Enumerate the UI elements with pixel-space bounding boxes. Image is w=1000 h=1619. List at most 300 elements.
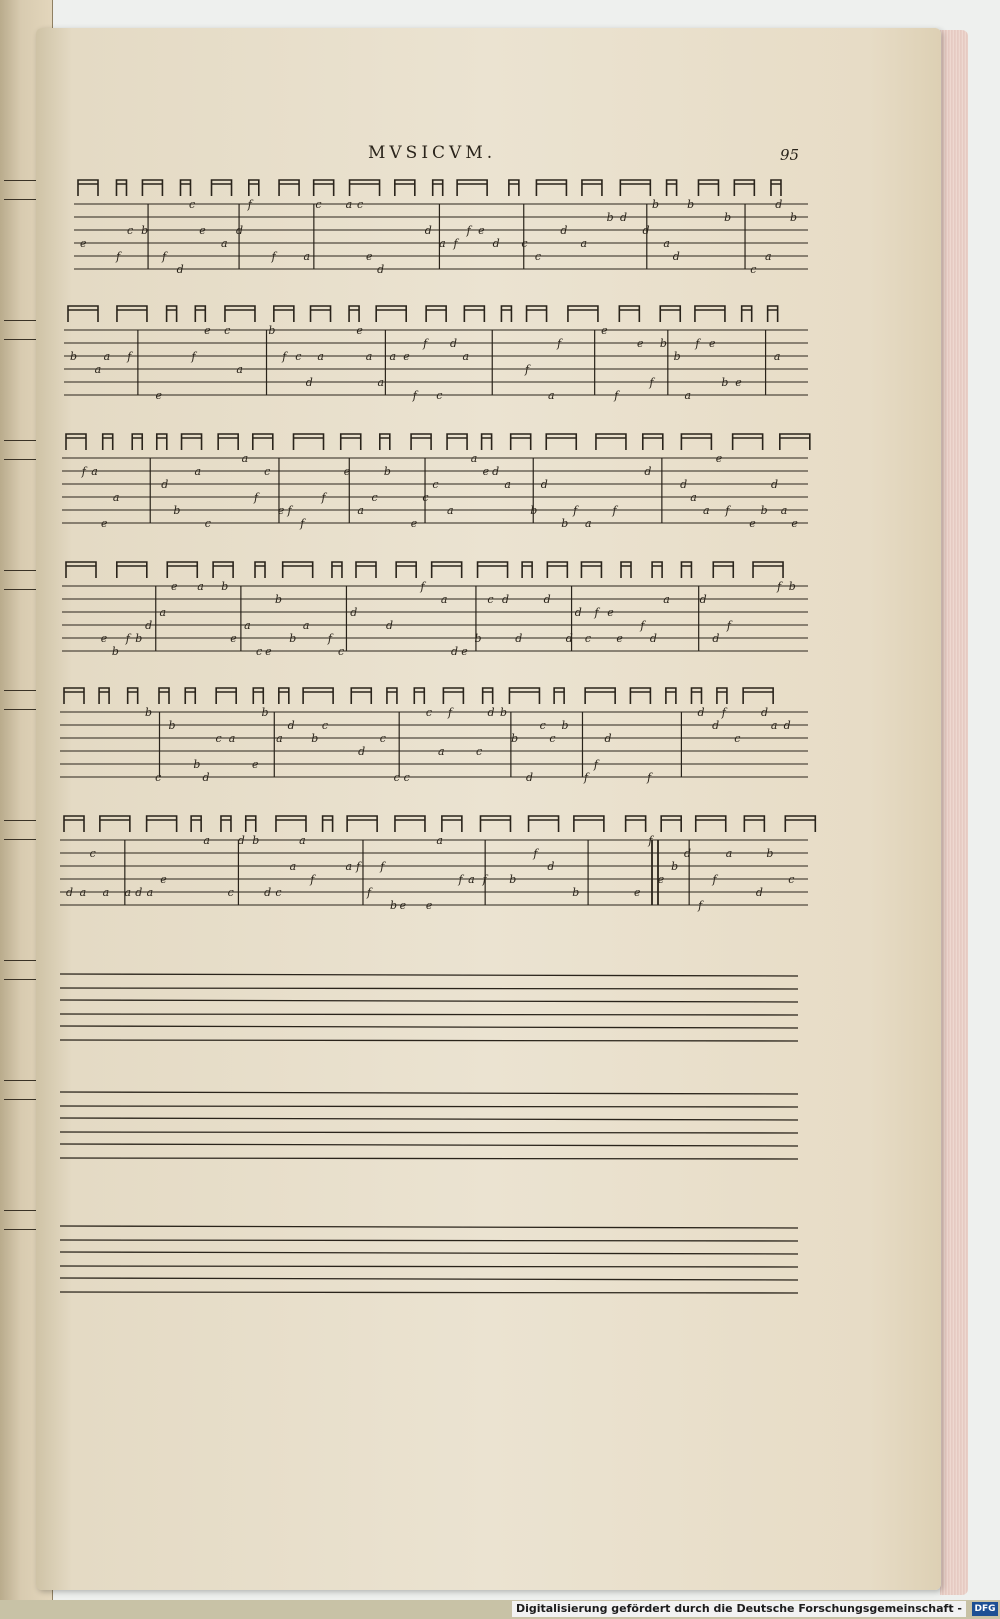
tab-glyph: c [750,263,757,276]
tab-glyph: a [102,886,110,899]
tab-glyph: f [698,899,703,912]
staff-line [60,1118,798,1120]
tab-glyph: a [146,886,154,899]
tab-glyph: f [725,504,730,517]
tab-glyph: f [726,619,731,632]
tab-glyph: e [366,250,373,263]
tab-glyph: a [203,834,210,847]
rhythm-flag [387,688,397,704]
tab-glyph: f [254,491,259,504]
tab-glyph: c [476,745,483,758]
tab-glyph: f [524,363,530,376]
tab-glyph: b [252,834,260,847]
rhythm-flag [64,688,84,704]
tab-glyph: f [647,771,652,784]
tab-glyph: f [310,873,315,886]
tab-glyph: a [377,376,385,389]
rhythm-flag [274,306,294,322]
tab-glyph: b [221,580,229,593]
tab-glyph: b [790,211,798,224]
tab-glyph: f [458,873,463,886]
tab-glyph: b [383,465,391,478]
tab-glyph: a [94,363,102,376]
tab-glyph: a [547,389,555,402]
tab-glyph: f [466,224,471,237]
tab-glyph: e [637,337,644,350]
tab-glyph: c [127,224,134,237]
rhythm-flag [771,180,781,196]
tab-glyph: c [549,732,556,745]
tab-glyph: b [390,899,398,912]
tab-glyph: a [345,860,353,873]
rhythm-flag [283,562,313,578]
tab-glyph: b [144,706,152,719]
tablature-system [62,562,808,658]
rhythm-flag [255,562,265,578]
tab-glyph: e [425,899,433,912]
tab-glyph: b [511,732,519,745]
tab-glyph: c [521,237,528,250]
tab-glyph: f [287,504,292,517]
tab-glyph: a [436,834,443,847]
tab-glyph: a [584,517,592,530]
tab-glyph: a [764,250,772,263]
rhythm-flag [713,562,733,578]
tab-glyph: a [437,745,445,758]
tab-glyph: f [593,758,598,771]
rhythm-flag [509,688,539,704]
tab-glyph: c [425,706,433,719]
tab-glyph: a [221,237,228,250]
rhythm-flag [447,434,467,450]
rhythm-flag [99,688,109,704]
rhythm-flag [279,688,289,704]
rhythm-flag [691,688,701,704]
tab-glyph: c [379,732,386,745]
tab-glyph: d [449,337,457,350]
tab-glyph: a [302,619,310,632]
tab-glyph: d [680,478,688,491]
tab-glyph: a [770,719,778,732]
rhythm-flag [619,306,639,322]
tab-glyph: a [462,350,470,363]
tab-glyph: f [453,237,458,250]
staff-line [60,1106,798,1107]
tab-glyph: d [358,745,366,758]
tab-glyph: d [683,847,692,860]
tab-glyph: e [155,389,163,402]
rhythm-flag [717,688,727,704]
rhythm-flag [396,562,416,578]
tab-glyph: f [125,632,130,645]
tab-glyph: b [760,504,768,517]
tab-glyph: b [766,847,774,860]
tab-glyph: c [487,593,494,606]
tab-glyph: d [644,465,652,478]
empty-staff [60,1092,798,1159]
tab-glyph: e [478,224,485,237]
tab-glyph: f [81,465,86,478]
tab-glyph: d [543,593,551,606]
tab-glyph: d [760,706,769,719]
tab-glyph: f [573,504,578,517]
tab-glyph: f [695,337,700,350]
tab-glyph: b [724,211,732,224]
staff-line [60,988,798,989]
rhythm-flag [483,688,493,704]
tab-glyph: e [601,324,608,337]
rhythm-flag [195,306,205,322]
rhythm-flag [78,180,98,196]
rhythm-flag [698,180,718,196]
tab-glyph: f [721,706,726,719]
rhythm-flag [380,434,390,450]
staff-line [60,974,798,976]
tab-glyph: f [649,376,654,389]
tab-glyph: d [145,619,153,632]
tab-glyph: d [755,886,763,899]
tab-glyph: e [199,224,206,237]
tab-glyph: b [530,504,538,517]
rhythm-flag [581,562,601,578]
tab-glyph: c [264,465,271,478]
tab-glyph: d [526,771,534,784]
staff-line [60,1092,798,1094]
rhythm-flag [376,306,406,322]
rhythm-flag [464,306,484,322]
rhythm-flag [167,306,177,322]
tab-glyph: a [276,732,283,745]
tab-glyph: c [422,491,429,504]
tab-glyph: d [697,706,705,719]
rhythm-flag [667,180,677,196]
tab-glyph: f [648,834,653,847]
tab-glyph: e [265,645,272,658]
tab-glyph: e [170,580,178,593]
tab-glyph: c [189,198,196,211]
rhythm-flag [643,434,663,450]
tab-glyph: b [652,198,660,211]
rhythm-flag [347,816,377,832]
staff-line [60,1144,798,1146]
tab-glyph: d [565,632,573,645]
dfg-logo: DFG [972,1602,998,1616]
tab-glyph: b [561,719,569,732]
tab-glyph: d [547,860,555,873]
rhythm-flag [568,306,598,322]
rhythm-flag [509,180,519,196]
rhythm-flag [341,434,361,450]
rhythm-flag [117,306,147,322]
tab-glyph: b [509,873,517,886]
tab-glyph: d [202,771,210,784]
tab-glyph: f [321,491,326,504]
rhythm-flag [180,180,190,196]
tab-glyph: f [583,771,589,784]
rhythm-flag [246,816,256,832]
tab-glyph: e [749,517,756,530]
rhythm-flag [356,562,376,578]
tab-glyph: d [783,719,791,732]
tab-glyph: d [176,263,184,276]
tab-glyph: e [204,324,211,337]
tab-glyph: d [487,706,495,719]
tab-glyph: a [468,873,475,886]
tablature-system [74,180,808,276]
tab-glyph: a [241,452,249,465]
tab-glyph: d [770,478,778,491]
tab-glyph: a [663,237,670,250]
tab-glyph: c [215,732,222,745]
tab-glyph: a [780,504,788,517]
tab-glyph: c [275,886,282,899]
tab-glyph: a [91,465,98,478]
tab-glyph: f [612,504,617,517]
rhythm-flag [159,688,169,704]
rhythm-flag [744,816,764,832]
tab-glyph: c [155,771,162,784]
tab-glyph: b [141,224,149,237]
tab-glyph: a [684,389,692,402]
tab-glyph: d [540,478,548,491]
staff-line [60,1278,798,1280]
rhythm-flag [182,434,202,450]
rhythm-flag [117,562,147,578]
rhythm-flag [64,816,84,832]
tab-glyph: f [447,706,453,719]
rhythm-flag [626,816,646,832]
rhythm-flag [66,434,86,450]
tab-glyph: a [580,237,588,250]
tab-glyph: c [338,645,345,658]
tab-glyph: f [366,886,372,899]
tab-glyph: e [80,237,87,250]
rhythm-flag [311,306,331,322]
tab-glyph: e [791,517,798,530]
tab-glyph: c [393,771,400,784]
rhythm-flag [147,816,177,832]
rhythm-flag [743,688,773,704]
tab-glyph: d [604,732,612,745]
rhythm-flag [253,434,273,450]
rhythm-flag [753,562,783,578]
tab-glyph: d [305,376,313,389]
rhythm-flag [554,688,564,704]
tab-glyph: a [663,593,670,606]
rhythm-flag [303,688,333,704]
tab-glyph: d [515,632,523,645]
tab-glyph: f [327,632,332,645]
rhythm-flag [225,306,255,322]
rhythm-flag [332,562,342,578]
tab-glyph: e [634,886,641,899]
rhythm-flag [696,816,726,832]
staff-line [60,1252,798,1254]
tab-glyph: c [356,198,364,211]
rhythm-flag [414,688,424,704]
tab-glyph: c [89,847,96,860]
rhythm-flag [213,562,233,578]
rhythm-flag [103,434,113,450]
tab-glyph: a [103,350,111,363]
rhythm-flag [660,306,680,322]
tab-glyph: d [350,606,358,619]
tab-glyph: e [343,465,351,478]
tab-glyph: b [268,324,276,337]
tab-glyph: b [673,350,681,363]
rhythm-flag [157,434,167,450]
rhythm-flag [620,180,650,196]
tab-glyph: a [504,478,511,491]
tab-glyph: a [470,452,478,465]
tab-glyph: c [734,732,741,745]
tab-glyph: a [773,350,781,363]
tab-glyph: c [224,324,231,337]
tab-glyph: e [277,504,285,517]
tab-glyph: a [124,886,132,899]
tab-glyph: a [79,886,87,899]
tab-glyph: b [261,706,269,719]
tab-glyph: d [451,645,459,658]
tab-glyph: a [289,860,297,873]
rhythm-flag [480,816,510,832]
rhythm-flag [279,180,299,196]
tab-glyph: b [289,632,297,645]
tab-glyph: d [642,224,650,237]
rhythm-flag [350,180,380,196]
tab-glyph: f [356,860,361,873]
rhythm-flag [191,816,201,832]
rhythm-flag [395,816,425,832]
tab-glyph: b [70,350,78,363]
tab-glyph: c [321,719,329,732]
tab-glyph: e [403,350,410,363]
rhythm-flag [681,434,711,450]
staff-line [60,1026,798,1028]
rhythm-flag [501,306,511,322]
tab-glyph: d [385,619,393,632]
tab-glyph: c [204,517,211,530]
rhythm-flag [785,816,815,832]
staff-line [60,1292,798,1293]
staff-line [60,1158,798,1159]
staff-line [60,1266,798,1267]
tab-glyph: f [300,517,305,530]
empty-staff [60,1226,798,1293]
rhythm-flag [395,180,415,196]
rhythm-flag [596,434,626,450]
tab-glyph: a [197,580,204,593]
tab-glyph: a [725,847,733,860]
rhythm-flag [142,180,162,196]
tab-glyph: f [412,389,417,402]
rhythm-flag [349,306,359,322]
tab-glyph: b [788,580,796,593]
tab-glyph: f [380,860,385,873]
rhythm-flag [116,180,126,196]
tab-glyph: e [657,873,665,886]
rhythm-flag [582,180,602,196]
rhythm-flag [733,434,763,450]
tab-glyph: c [534,250,542,263]
rhythm-flag [314,180,334,196]
tab-glyph: d [264,886,272,899]
rhythm-flag [621,562,631,578]
tab-glyph: b [311,732,319,745]
tab-glyph: c [256,645,263,658]
rhythm-flag [652,562,662,578]
tab-glyph: d [712,632,720,645]
tab-glyph: c [539,719,546,732]
tab-glyph: a [345,198,353,211]
tab-glyph: c [227,886,234,899]
tab-glyph: b [168,719,176,732]
tab-glyph: b [193,758,201,771]
tab-glyph: a [236,363,243,376]
tab-glyph: a [447,504,454,517]
empty-staff [60,974,798,1041]
tab-glyph: d [135,886,143,899]
tab-glyph: b [135,632,143,645]
tab-glyph: a [159,606,167,619]
rhythm-flag [294,434,324,450]
tab-glyph: b [721,376,729,389]
tab-glyph: e [101,517,108,530]
rhythm-flag [734,180,754,196]
tab-glyph: f [614,389,619,402]
staff-line [60,1226,798,1228]
staff-line [60,1040,798,1041]
tab-glyph: f [420,580,425,593]
staff-line [60,1240,798,1241]
tab-glyph: d [377,263,385,276]
rhythm-flag [216,688,236,704]
rhythm-flag [681,562,691,578]
rhythm-flag [547,562,567,578]
tab-glyph: e [482,465,490,478]
tab-glyph: f [191,350,196,363]
tab-glyph: e [708,337,716,350]
rhythm-flag [68,306,98,322]
tab-glyph: a [690,491,697,504]
rhythm-flag [442,816,462,832]
rhythm-flag [132,434,142,450]
tab-glyph: d [574,606,582,619]
tab-glyph: d [66,886,74,899]
rhythm-flag [253,688,263,704]
tab-glyph: d [161,478,169,491]
rhythm-flag [666,688,676,704]
tab-glyph: f [247,198,252,211]
tab-glyph: c [315,198,322,211]
tab-glyph: d [235,224,244,237]
rhythm-flag [522,562,532,578]
tab-glyph: f [271,250,276,263]
rhythm-flag [212,180,232,196]
rhythm-flag [768,306,778,322]
rhythm-flag [249,180,259,196]
tab-glyph: d [649,632,657,645]
tab-glyph: f [423,337,428,350]
tab-glyph: f [557,337,562,350]
tab-glyph: b [687,198,695,211]
rhythm-flag [511,434,531,450]
tab-glyph: d [502,593,510,606]
tab-glyph: b [275,593,283,606]
rhythm-flag [167,562,197,578]
rhythm-flag [128,688,138,704]
tab-glyph: d [492,465,500,478]
